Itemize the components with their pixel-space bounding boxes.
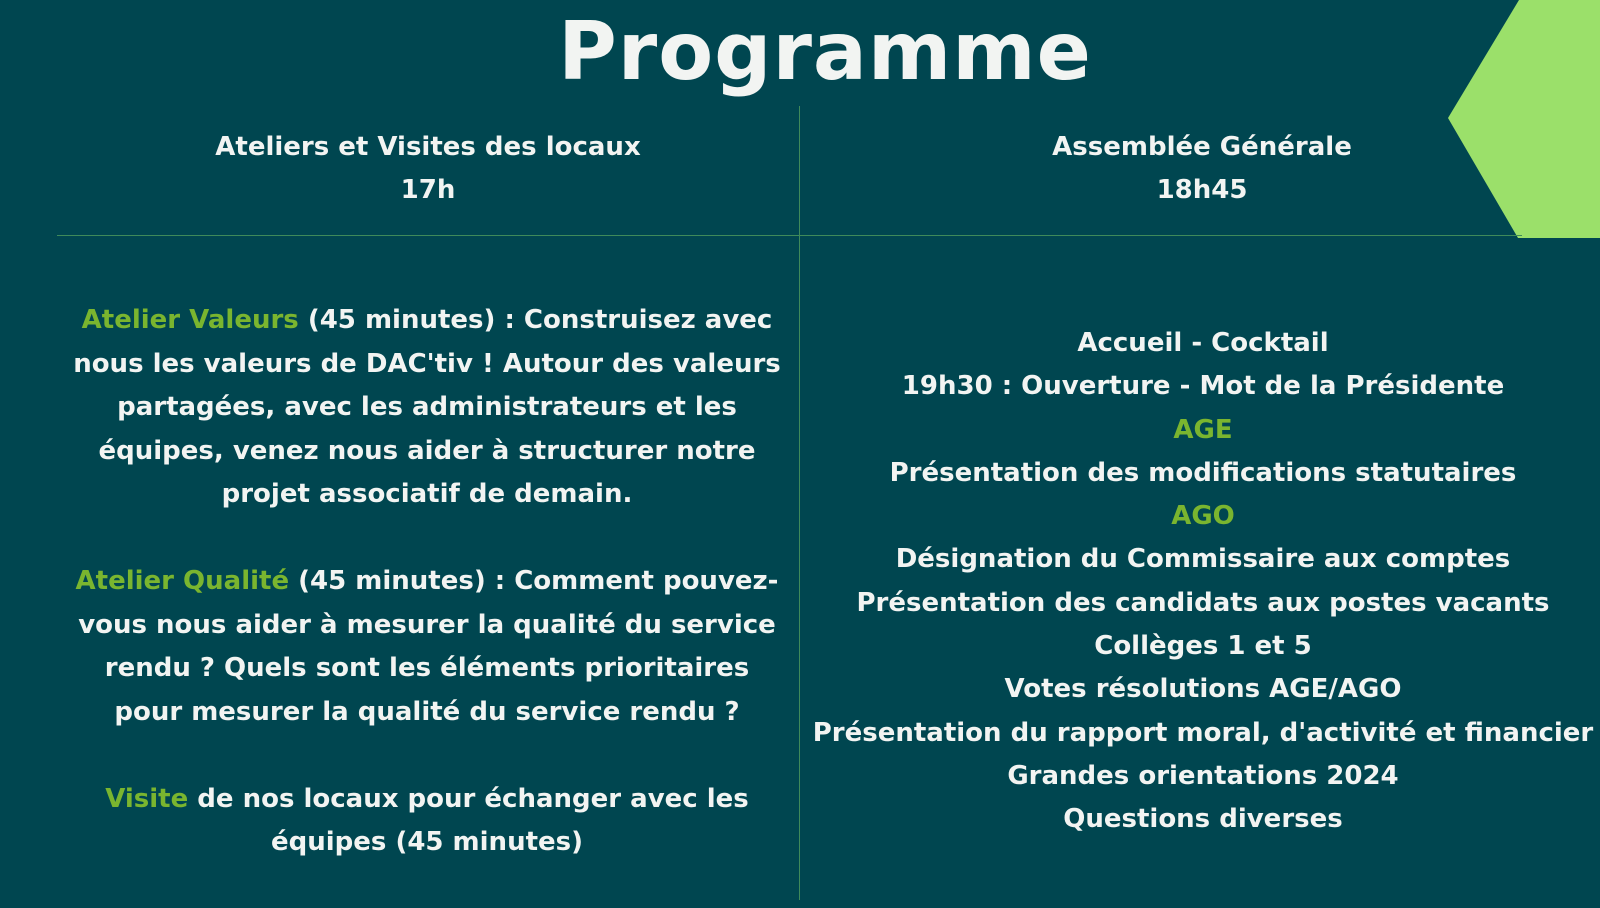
workshop-description: (45 minutes) : Comment pouvez-vous nous aider à mesurer la qualité du service rendu ? Quels sont les éléments prioritaires pour mesurer la qualité du service rendu ? (78, 566, 779, 727)
agenda-section-label: AGE (1173, 414, 1233, 445)
agenda-item: Désignation du Commissaire aux comptes (895, 544, 1511, 575)
header-divider (57, 235, 1522, 236)
workshops-list (72, 299, 782, 908)
agenda-item: Présentation des modifications statutaires (889, 457, 1517, 488)
left-heading: Ateliers et Visites des locaux (215, 132, 641, 162)
agenda-item: Votes résolutions AGE/AGO (1004, 674, 1402, 705)
agenda-section-label: AGO (1171, 501, 1235, 532)
workshop-title: Visite (105, 783, 189, 814)
workshop-title: Atelier Valeurs (81, 305, 299, 335)
left-time: 17h (400, 175, 456, 205)
workshop-title: Atelier Qualité (75, 566, 290, 596)
agenda-item: Présentation du rapport moral, d'activité et financier (812, 717, 1594, 748)
workshop-description: (45 minutes) : Construisez avec nous les valeurs de DAC'tiv ! Autour des valeurs partagées, avec les administrateurs et les équipes, venez nous aider à structurer notre projet associatif de demain. (73, 305, 781, 509)
right-column-header (806, 126, 1598, 212)
column-divider (799, 106, 800, 900)
agenda-item: Présentation des candidats aux postes vacants (856, 587, 1550, 618)
workshop-item (72, 299, 782, 517)
right-time: 18h45 (1156, 175, 1248, 205)
right-heading: Assemblée Générale (1052, 132, 1352, 162)
workshop-item (72, 560, 782, 734)
left-column-header (60, 126, 796, 212)
workshop-item (72, 778, 782, 865)
agenda-item: Collèges 1 et 5 (1094, 631, 1312, 662)
agenda-item: Grandes orientations 2024 (1007, 760, 1399, 791)
agenda-list (806, 322, 1600, 842)
page-title: Programme (558, 5, 1092, 98)
agenda-item: Questions diverses (1063, 804, 1343, 835)
workshop-description: de nos locaux pour échanger avec les équipes (45 minutes) (188, 783, 749, 857)
agenda-item: 19h30 : Ouverture - Mot de la Présidente (901, 371, 1505, 402)
agenda-item: Accueil - Cocktail (1077, 328, 1329, 358)
